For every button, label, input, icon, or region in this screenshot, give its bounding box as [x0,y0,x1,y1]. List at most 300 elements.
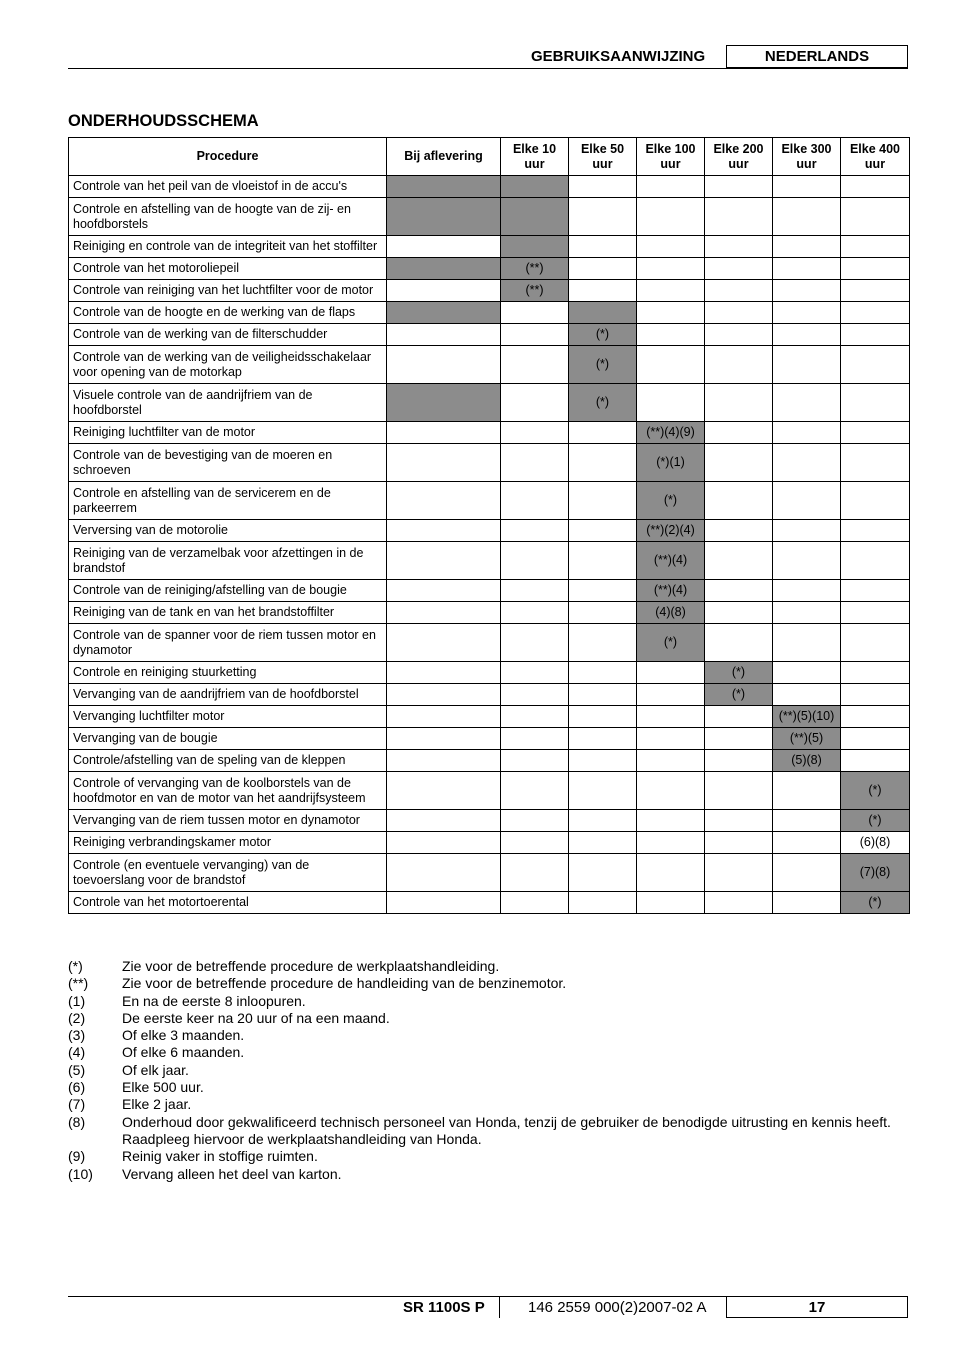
interval-cell [501,854,569,892]
interval-cell [773,684,841,706]
procedure-cell: Reiniging van de verzamelbak voor afzettingen in de brandstof [69,542,387,580]
interval-cell: (*) [841,810,910,832]
interval-cell [637,346,705,384]
interval-cell [569,482,637,520]
interval-cell [387,422,501,444]
interval-cell [501,176,569,198]
interval-cell [387,482,501,520]
interval-cell [705,346,773,384]
footnote-mark: (5) [68,1061,86,1078]
interval-cell: (**) [501,258,569,280]
table-row [69,346,910,384]
interval-cell [841,580,910,602]
footnote-mark: (1) [68,992,86,1009]
column-header [773,138,841,176]
interval-cell [387,892,501,914]
table-row [69,520,910,542]
interval-cell [705,258,773,280]
interval-cell [637,832,705,854]
column-header [841,138,910,176]
interval-cell [569,520,637,542]
interval-cell [501,384,569,422]
header-rule [68,68,908,69]
interval-cell [387,280,501,302]
procedure-cell: Reiniging luchtfilter van de motor [69,422,387,444]
interval-cell [705,728,773,750]
footnote-item [68,1027,908,1044]
table-row [69,280,910,302]
interval-cell [705,750,773,772]
column-header: Procedure [69,138,387,176]
footnote-item [68,1010,908,1027]
column-header-text: Elke 400 uur [849,141,901,171]
interval-cell [387,324,501,346]
table-row [69,602,910,624]
interval-cell [773,772,841,810]
interval-cell [705,520,773,542]
interval-cell [569,580,637,602]
interval-cell [569,422,637,444]
interval-cell [841,520,910,542]
interval-cell [773,280,841,302]
interval-cell [501,422,569,444]
interval-cell [705,302,773,324]
interval-cell [501,750,569,772]
table-row [69,542,910,580]
footnote-mark: (8) [68,1113,86,1130]
interval-cell [569,832,637,854]
footnote-mark: (4) [68,1044,86,1061]
interval-cell [637,728,705,750]
table-row [69,832,910,854]
column-header [637,138,705,176]
interval-cell [501,580,569,602]
interval-cell [705,602,773,624]
procedure-cell: Verversing van de motorolie [69,520,387,542]
interval-cell [387,624,501,662]
footnote-item [68,1166,908,1183]
interval-cell [569,892,637,914]
footnote-item [68,1079,908,1096]
interval-cell: (*) [637,624,705,662]
interval-cell [637,176,705,198]
interval-cell [501,662,569,684]
interval-cell [387,258,501,280]
interval-cell [501,324,569,346]
table-row [69,482,910,520]
table-row [69,198,910,236]
interval-cell [569,258,637,280]
interval-cell [501,236,569,258]
interval-cell [705,892,773,914]
procedure-cell: Reiniging verbrandingskamer motor [69,832,387,854]
interval-cell [705,176,773,198]
interval-cell [773,542,841,580]
interval-cell: (**)(5) [773,728,841,750]
interval-cell [705,772,773,810]
interval-cell: (*) [841,892,910,914]
interval-cell: (5)(8) [773,750,841,772]
footnote-text: Of elke 3 maanden. [122,1027,245,1044]
interval-cell [841,542,910,580]
interval-cell [841,482,910,520]
interval-cell [841,384,910,422]
interval-cell [569,662,637,684]
interval-cell [705,444,773,482]
interval-cell [841,624,910,662]
interval-cell [387,662,501,684]
interval-cell [773,422,841,444]
procedure-cell: Controle van de spanner voor de riem tussen motor en dynamotor [69,624,387,662]
interval-cell [501,346,569,384]
procedure-cell: Reiniging en controle van de integriteit van het stoffilter [69,236,387,258]
interval-cell [387,198,501,236]
interval-cell [387,832,501,854]
interval-cell [705,542,773,580]
interval-cell: (**)(4) [637,542,705,580]
procedure-cell: Controle van het motortoerental [69,892,387,914]
footnote-text: Onderhoud door gekwalificeerd technisch personeel van Honda, tenzij de gebruiker de benodigde uitrusting en kennis heeft. Raadpleeg hiervoor de werkplaatshandleiding van Honda. [122,1113,891,1147]
procedure-cell: Vervanging van de bougie [69,728,387,750]
interval-cell [773,236,841,258]
interval-cell [773,324,841,346]
footnotes [68,958,908,1183]
interval-cell [387,520,501,542]
interval-cell: (**)(4) [637,580,705,602]
interval-cell [637,854,705,892]
interval-cell [841,198,910,236]
procedure-cell: Vervanging van de aandrijfriem van de hoofdborstel [69,684,387,706]
table-row [69,706,910,728]
footnote-text: Zie voor de betreffende procedure de handleiding van de benzinemotor. [122,975,567,992]
footnote-mark: (6) [68,1079,86,1096]
interval-cell [705,198,773,236]
table-row [69,580,910,602]
interval-cell [569,444,637,482]
interval-cell [637,236,705,258]
interval-cell [387,684,501,706]
interval-cell [501,302,569,324]
interval-cell [773,176,841,198]
footnote-mark: (2) [68,1009,86,1026]
interval-cell [569,810,637,832]
interval-cell [387,176,501,198]
interval-cell [773,384,841,422]
table-row [69,176,910,198]
column-header-text: Elke 50 uur [580,141,625,171]
interval-cell [773,892,841,914]
footnote-mark: (3) [68,1027,86,1044]
interval-cell [773,832,841,854]
column-header: Bij aflevering [387,138,501,176]
interval-cell [569,684,637,706]
interval-cell [705,324,773,346]
procedure-cell: Controle/afstelling van de speling van de kleppen [69,750,387,772]
footnote-text: En na de eerste 8 inloopuren. [122,992,306,1009]
interval-cell [569,602,637,624]
footer-separator [499,1297,500,1318]
interval-cell [387,854,501,892]
interval-cell: (*) [705,662,773,684]
interval-cell [705,422,773,444]
interval-cell [841,444,910,482]
interval-cell [841,302,910,324]
table-header-row [69,138,910,176]
procedure-cell: Controle van reiniging van het luchtfilter voor de motor [69,280,387,302]
footnote-item [68,1148,908,1165]
interval-cell [637,258,705,280]
interval-cell [773,854,841,892]
header-language: NEDERLANDS [764,48,870,65]
interval-cell [773,444,841,482]
interval-cell [637,684,705,706]
interval-cell [387,772,501,810]
interval-cell [501,892,569,914]
interval-cell [387,346,501,384]
procedure-cell: Vervanging luchtfilter motor [69,706,387,728]
interval-cell [773,346,841,384]
column-header-text: Elke 10 uur [512,141,557,171]
interval-cell [705,280,773,302]
section-title: ONDERHOUDSSCHEMA [68,112,259,130]
footnote-text: Zie voor de betreffende procedure de werkplaatshandleiding. [122,958,500,974]
procedure-cell: Controle (en eventuele vervanging) van de toevoerslang voor de brandstof [69,854,387,892]
procedure-cell: Controle van de werking van de filterschudder [69,324,387,346]
table-row [69,302,910,324]
interval-cell [569,706,637,728]
interval-cell: (**) [501,280,569,302]
interval-cell [773,580,841,602]
interval-cell [841,280,910,302]
interval-cell [569,624,637,662]
footnote-text: Reinig vaker in stoffige ruimten. [122,1148,318,1165]
footnote-item [68,958,908,975]
footnote-mark: (7) [68,1096,86,1113]
interval-cell [637,810,705,832]
interval-cell: (*) [705,684,773,706]
interval-cell: (*) [637,482,705,520]
table-row [69,324,910,346]
interval-cell [705,482,773,520]
interval-cell [501,728,569,750]
interval-cell [637,662,705,684]
interval-cell: (*) [841,772,910,810]
interval-cell [501,624,569,662]
footnote-item [68,1114,908,1149]
table-row [69,624,910,662]
interval-cell [773,602,841,624]
footnote-item [68,1096,908,1113]
interval-cell [569,236,637,258]
interval-cell [773,302,841,324]
interval-cell [705,580,773,602]
interval-cell [705,832,773,854]
table-row [69,728,910,750]
interval-cell [773,520,841,542]
footnote-text: Of elke 6 maanden. [122,1044,245,1061]
interval-cell [637,302,705,324]
interval-cell [637,384,705,422]
interval-cell [705,854,773,892]
interval-cell [841,422,910,444]
interval-cell [569,772,637,810]
interval-cell [387,580,501,602]
interval-cell [773,810,841,832]
interval-cell [387,384,501,422]
interval-cell [387,728,501,750]
interval-cell: (*) [569,324,637,346]
column-header [569,138,637,176]
page-number: 17 [808,1298,826,1316]
interval-cell [841,728,910,750]
column-header-text: Elke 200 uur [713,141,764,171]
procedure-cell: Controle van de reiniging/afstelling van de bougie [69,580,387,602]
interval-cell [637,892,705,914]
interval-cell [387,602,501,624]
interval-cell [637,324,705,346]
procedure-cell: Controle en reiniging stuurketting [69,662,387,684]
procedure-cell: Controle van het motoroliepeil [69,258,387,280]
procedure-cell: Controle en afstelling van de servicerem en de parkeerrem [69,482,387,520]
table-row [69,750,910,772]
column-header [501,138,569,176]
interval-cell [773,198,841,236]
footnote-item [68,993,908,1010]
interval-cell [387,542,501,580]
interval-cell [501,772,569,810]
interval-cell [637,706,705,728]
column-header [705,138,773,176]
interval-cell [387,810,501,832]
procedure-cell: Visuele controle van de aandrijfriem van de hoofdborstel [69,384,387,422]
procedure-cell: Reiniging van de tank en van het brandstoffilter [69,602,387,624]
interval-cell [773,482,841,520]
table-row [69,236,910,258]
footnote-text: De eerste keer na 20 uur of na een maand. [122,1009,390,1026]
interval-cell [841,602,910,624]
interval-cell: (**)(2)(4) [637,520,705,542]
interval-cell [569,198,637,236]
interval-cell [569,728,637,750]
table-row [69,854,910,892]
footnote-text: Elke 500 uur. [122,1079,204,1096]
footnote-mark: (9) [68,1148,86,1165]
interval-cell: (6)(8) [841,832,910,854]
footnote-mark: (**) [68,975,89,992]
interval-cell [841,258,910,280]
header-language-box [726,45,908,68]
procedure-cell: Controle van de bevestiging van de moeren en schroeven [69,444,387,482]
interval-cell [705,810,773,832]
footer-page-box [726,1297,908,1318]
interval-cell [637,772,705,810]
interval-cell [705,236,773,258]
interval-cell [841,176,910,198]
table-body [69,176,910,914]
interval-cell [773,258,841,280]
interval-cell: (**)(4)(9) [637,422,705,444]
footnote-text: Of elk jaar. [122,1061,189,1078]
interval-cell [569,854,637,892]
interval-cell [841,346,910,384]
procedure-cell: Controle van het peil van de vloeistof in de accu's [69,176,387,198]
interval-cell [637,750,705,772]
interval-cell: (**)(5)(10) [773,706,841,728]
footnote-text: Elke 2 jaar. [122,1096,192,1113]
footnote-item [68,1062,908,1079]
interval-cell [841,684,910,706]
footnote-text: Vervang alleen het deel van karton. [122,1165,342,1182]
interval-cell [501,520,569,542]
interval-cell [569,542,637,580]
table-row [69,810,910,832]
interval-cell [637,280,705,302]
interval-cell: (*) [569,346,637,384]
footnote-item [68,975,908,992]
interval-cell [841,236,910,258]
table-row [69,662,910,684]
interval-cell [501,706,569,728]
interval-cell [387,302,501,324]
table-row [69,384,910,422]
interval-cell [501,684,569,706]
footnote-mark: (*) [68,958,83,974]
procedure-cell: Controle en afstelling van de hoogte van de zij- en hoofdborstels [69,198,387,236]
interval-cell [387,444,501,482]
interval-cell: (7)(8) [841,854,910,892]
header-title: GEBRUIKSAANWIJZING [531,48,706,65]
interval-cell [773,662,841,684]
table-row [69,892,910,914]
procedure-cell: Controle van de werking van de veiligheidsschakelaar voor opening van de motorkap [69,346,387,384]
footer-doc-code: 146 2559 000(2)2007-02 A [528,1299,707,1316]
table-row [69,422,910,444]
footer-model: SR 1100S P [403,1299,485,1316]
interval-cell: (4)(8) [637,602,705,624]
footnote-mark: (10) [68,1165,93,1182]
interval-cell [501,444,569,482]
maintenance-schedule-table [68,137,910,914]
interval-cell [501,542,569,580]
interval-cell [705,706,773,728]
interval-cell [501,602,569,624]
procedure-cell: Controle van de hoogte en de werking van de flaps [69,302,387,324]
interval-cell [501,482,569,520]
table-row [69,772,910,810]
column-header-text: Elke 100 uur [645,141,696,171]
interval-cell [569,750,637,772]
interval-cell [387,236,501,258]
procedure-cell: Controle of vervanging van de koolborstels van de hoofdmotor en van de motor van het aandrijfsysteem [69,772,387,810]
interval-cell: (*)(1) [637,444,705,482]
interval-cell [637,198,705,236]
table-row [69,258,910,280]
interval-cell [387,706,501,728]
interval-cell: (*) [569,384,637,422]
footnote-item [68,1044,908,1061]
interval-cell [501,832,569,854]
interval-cell [569,176,637,198]
interval-cell [841,662,910,684]
interval-cell [387,750,501,772]
interval-cell [705,384,773,422]
interval-cell [841,750,910,772]
interval-cell [773,624,841,662]
interval-cell [705,624,773,662]
interval-cell [501,810,569,832]
table-row [69,444,910,482]
interval-cell [841,324,910,346]
